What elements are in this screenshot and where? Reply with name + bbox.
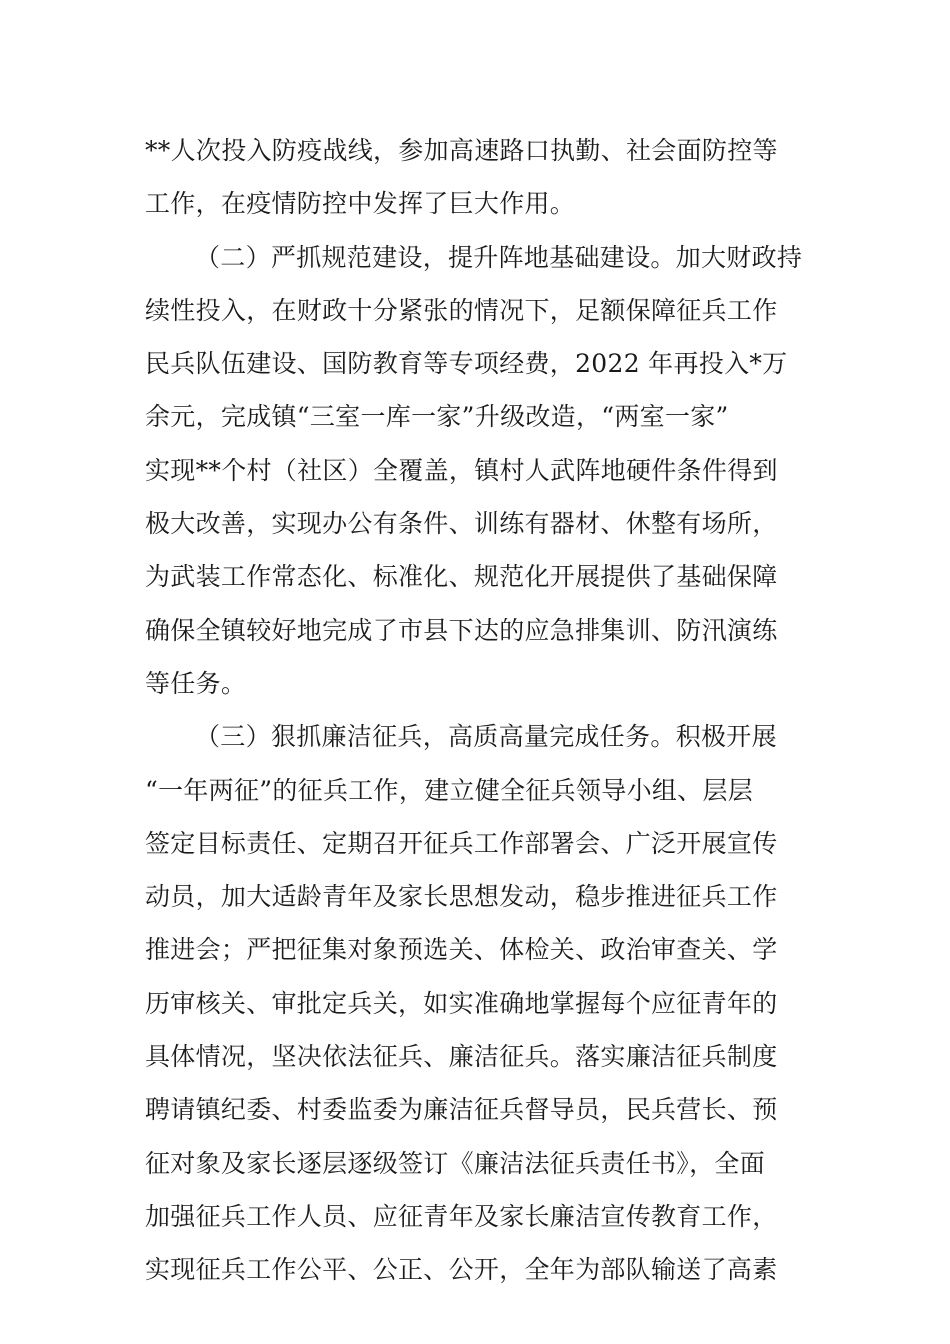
text-line: 征对象及家长逐层逐级签订《廉洁法征兵责任书》，全面 [145, 1148, 766, 1178]
text-line: 实现征兵工作公平、公正、公开，全年为部队输送了高素 [145, 1255, 778, 1285]
text-line: 加强征兵工作人员、应征青年及家长廉洁宣传教育工作， [145, 1201, 778, 1231]
text-line: 极大改善，实现办公有条件、训练有器材、休整有场所， [145, 509, 778, 539]
text-line: 历审核关、审批定兵关，如实准确地掌握每个应征青年的 [145, 988, 778, 1018]
text-line: 确保全镇较好地完成了市县下达的应急排集训、防汛演练 [145, 615, 778, 645]
text-line: 为武装工作常态化、标准化、规范化开展提供了基础保障 [145, 562, 778, 592]
text-line: “一年两征”的征兵工作，建立健全征兵领导小组、层层 [145, 775, 754, 805]
document-body [145, 124, 815, 1297]
text-line: 等任务。 [145, 668, 247, 698]
text-line: 推进会；严把征集对象预选关、体检关、政治审查关、学 [145, 935, 778, 965]
text-line: **人次投入防疫战线，参加高速路口执勤、社会面防控等 [145, 136, 778, 165]
text-line: 民兵队伍建设、国防教育等专项经费，2022 年再投入*万 [145, 349, 788, 379]
text-line: 动员，加大适龄青年及家长思想发动，稳步推进征兵工作 [145, 882, 778, 912]
text-line: 签定目标责任、定期召开征兵工作部署会、广泛开展宣传 [145, 828, 778, 858]
text-line: 工作，在疫情防控中发挥了巨大作用。 [145, 189, 576, 219]
section-heading-line: （二）严抓规范建设，提升阵地基础建设。加大财政持 [195, 242, 803, 272]
text-line: 聘请镇纪委、村委监委为廉洁征兵督导员，民兵营长、预 [145, 1095, 778, 1125]
text-line: 实现**个村（社区）全覆盖，镇村人武阵地硬件条件得到 [145, 455, 778, 485]
section-heading-line: （三）狠抓廉洁征兵，高质高量完成任务。积极开展 [195, 722, 777, 752]
text-line: 余元，完成镇“三室一库一家”升级改造，“两室一家” [145, 402, 729, 432]
text-line: 具体情况，坚决依法征兵、廉洁征兵。落实廉洁征兵制度 [145, 1042, 778, 1072]
text-line: 续性投入，在财政十分紧张的情况下，足额保障征兵工作 [145, 295, 778, 325]
